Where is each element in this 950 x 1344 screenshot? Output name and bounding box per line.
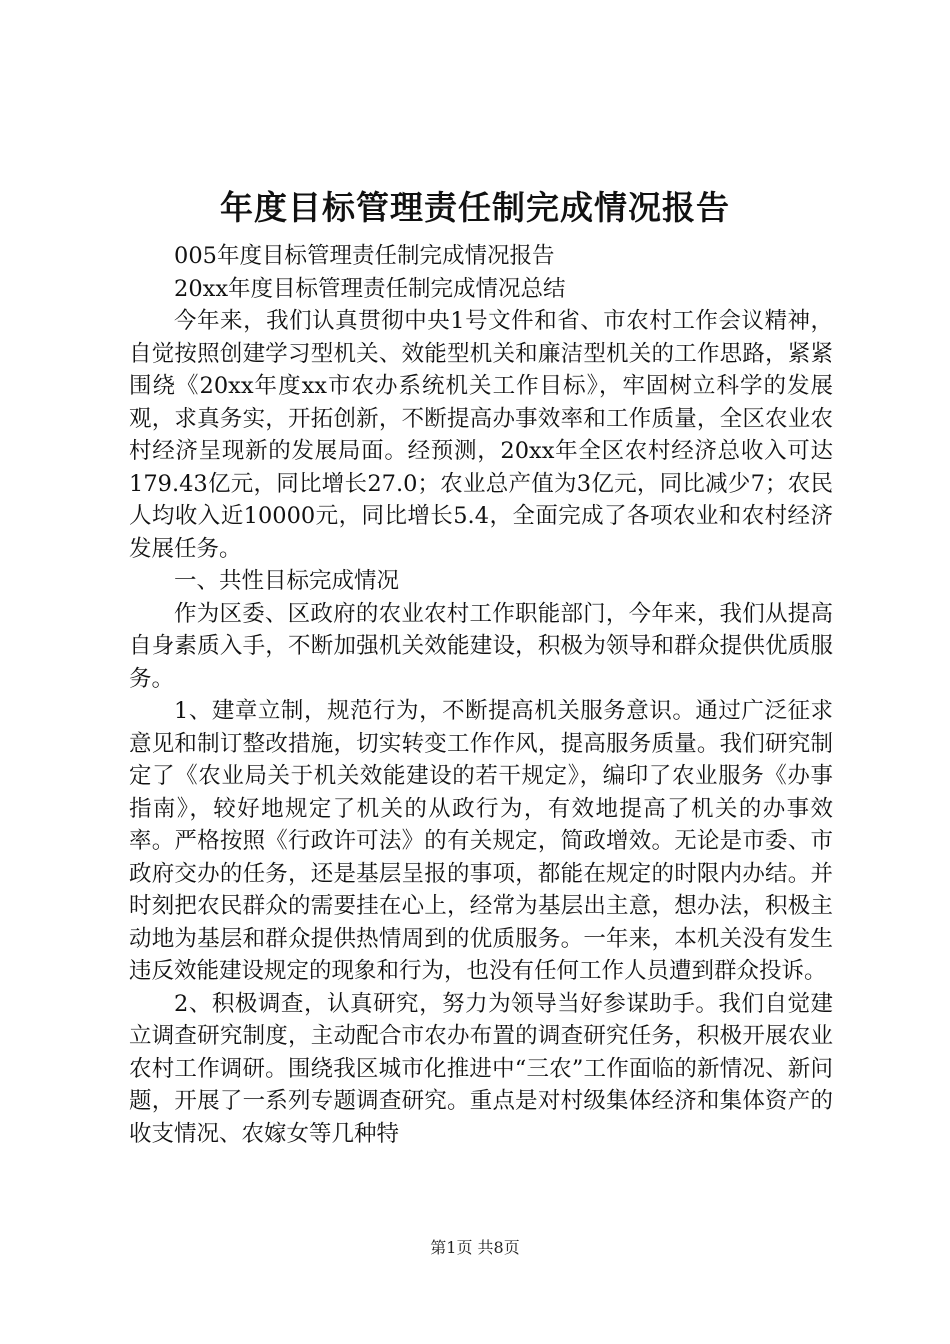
- paragraph-subtitle-2: 20xx年度目标管理责任制完成情况总结: [174, 275, 566, 302]
- paragraph-item-2: 2、积极调查，认真研究，努力为领导当好参谋助手。我们自觉建立调查研究制度，主动配合市农办布置的调查研究任务，积极开展农业农村工作调研。围绕我区城市化推进中“三农”工作面临的新情况、新问题，开展了一系列专题调查研究。重点是对村级集体经济和集体资产的收支情况、农嫁女等几种特: [129, 990, 833, 1147]
- paragraph-subtitle-1: 005年度目标管理责任制完成情况报告: [174, 243, 555, 269]
- paragraph-item-1: 1、建章立制，规范行为，不断提高机关服务意识。通过广泛征求意见和制订整改措施，切实转变工作作风，提高服务质量。我们研究制定了《农业局关于机关效能建设的若干规定》，编印了农业服务《办事指南》，较好地规定了机关的从政行为，有效地提高了机关的办事效率。严格按照《行政许可法》的有关规定，简政增效。无论是市委、市政府交办的任务，还是基层呈报的事项，都能在规定的时限内办结。并时刻把农民群众的需要挂在心上，经常为基层出主意，想办法，积极主动地为基层和群众提供热情周到的优质服务。一年来，本机关没有发生违反效能建设规定的现象和行为，也没有任何工作人员遭到群众投诉。: [129, 698, 833, 984]
- paragraph-section-1-intro: 作为区委、区政府的农业农村工作职能部门，今年来，我们从提高自身素质入手，不断加强机关效能建设，积极为领导和群众提供优质服务。: [129, 600, 833, 692]
- page-footer: 第1页 共8页: [430, 1238, 520, 1257]
- document-body: [129, 240, 833, 1150]
- document-title: 年度目标管理责任制完成情况报告: [220, 188, 730, 227]
- paragraph-intro: 今年来，我们认真贯彻中央1号文件和省、市农村工作会议精神，自觉按照创建学习型机关、效能型机关和廉洁型机关的工作思路，紧紧围绕《20xx年度xx市农办系统机关工作目标》，牢固树立科学的发展观，求真务实，开拓创新，不断提高办事效率和工作质量，全区农业农村经济呈现新的发展局面。经预测，20xx年全区农村经济总收入可达179.43亿元，同比增长27.0；农业总产值为3亿元，同比减少7；农民人均收入近10000元，同比增长5.4，全面完成了各项农业和农村经济发展任务。: [129, 308, 833, 562]
- section-heading-1: 一、共性目标完成情况: [174, 568, 400, 594]
